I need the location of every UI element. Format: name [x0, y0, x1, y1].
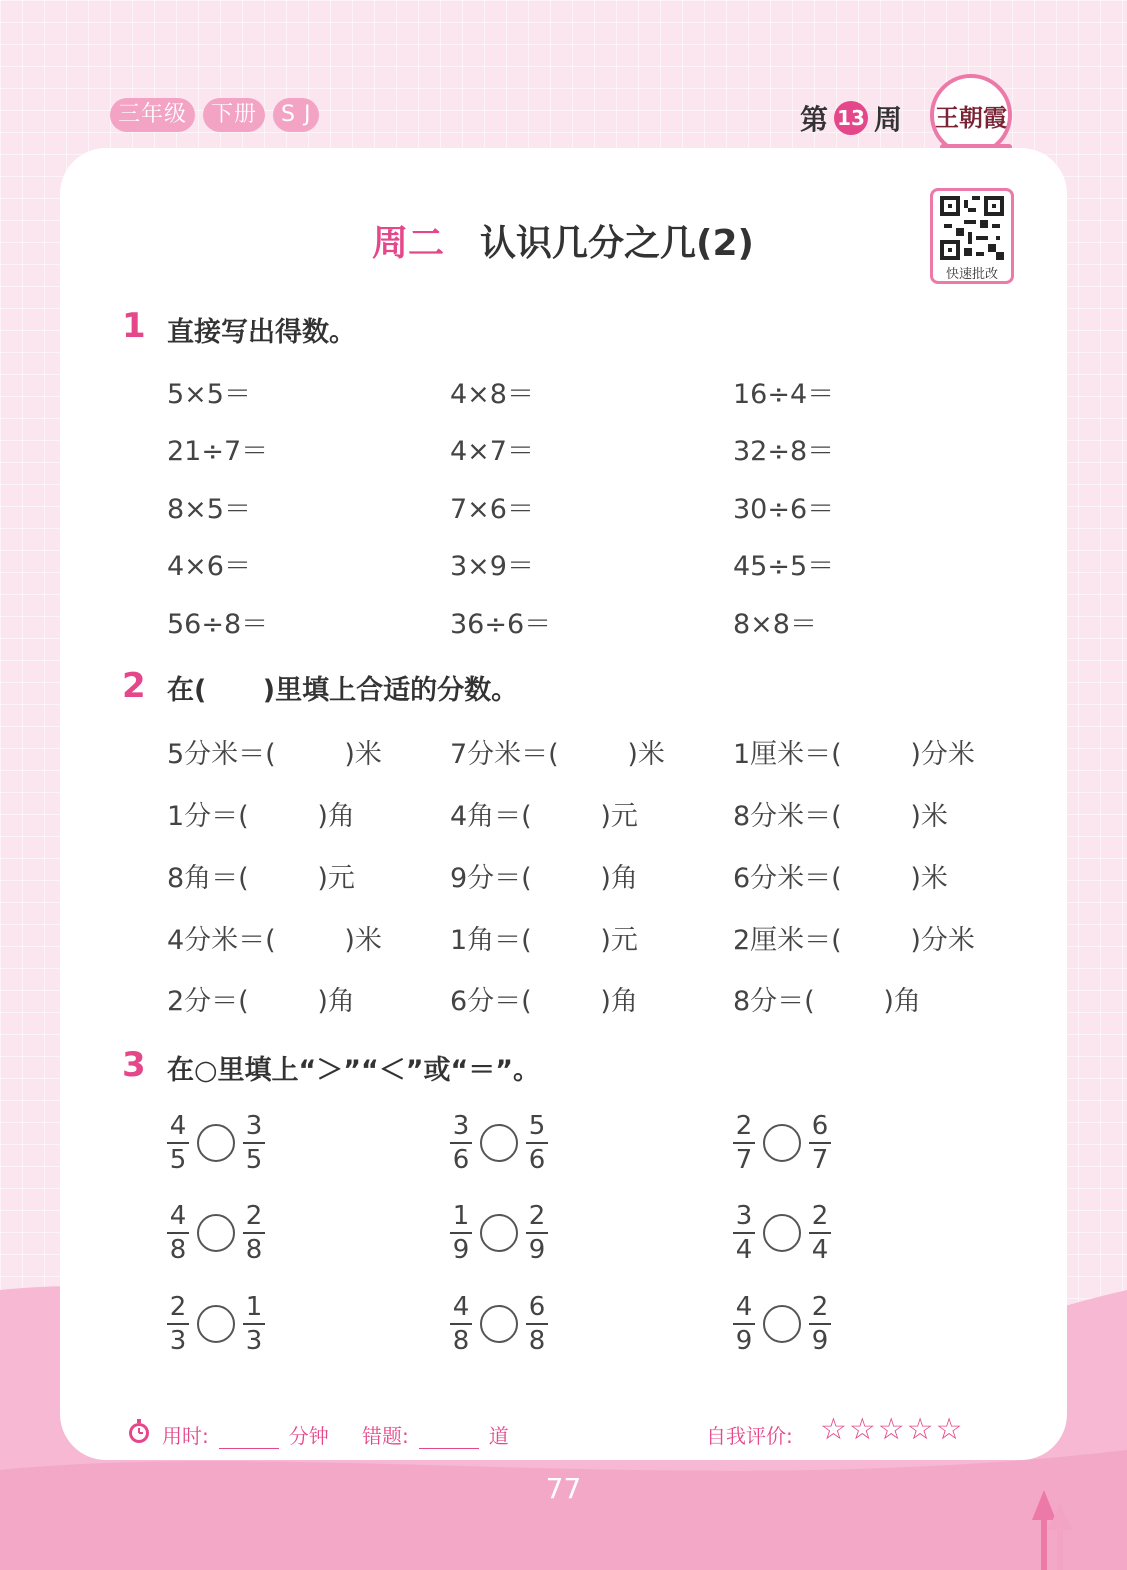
time-unit: 分钟	[288, 1424, 329, 1448]
fraction-right	[526, 1112, 548, 1174]
fraction-right	[243, 1202, 265, 1264]
fraction-bar	[526, 1323, 548, 1325]
fraction-numerator: 4	[452, 1292, 470, 1322]
fraction-left	[733, 1293, 755, 1355]
fraction-left	[450, 1202, 472, 1264]
time-label: 用时:	[162, 1424, 209, 1448]
fraction-numerator: 2	[811, 1201, 829, 1231]
fraction-denominator: 5	[245, 1145, 263, 1175]
unit-conversion-problem[interactable]: 5分米＝( )米	[167, 739, 382, 770]
errors-label: 错题:	[362, 1424, 409, 1448]
arrow-icon	[1030, 1490, 1074, 1570]
fraction-right	[526, 1202, 548, 1264]
fraction-numerator: 1	[452, 1201, 470, 1231]
fraction-denominator: 9	[452, 1235, 470, 1265]
unit-conversion-problem[interactable]: 8分米＝( )米	[733, 801, 948, 832]
unit-conversion-problem[interactable]: 6分米＝( )米	[733, 863, 948, 894]
time-blank[interactable]	[219, 1428, 279, 1449]
fraction-bar	[809, 1142, 831, 1144]
arithmetic-problem: 4×6＝	[167, 551, 251, 582]
errors-unit: 道	[488, 1424, 509, 1448]
fraction-left	[167, 1112, 189, 1174]
arithmetic-problem: 4×7＝	[450, 436, 534, 467]
fraction-numerator: 1	[245, 1292, 263, 1322]
fraction-denominator: 9	[735, 1326, 753, 1356]
qr-code-icon	[940, 196, 1004, 260]
fraction-numerator: 2	[735, 1111, 753, 1141]
fraction-left	[733, 1112, 755, 1174]
week-prefix: 第	[800, 103, 829, 136]
comparison-circle[interactable]	[480, 1305, 518, 1343]
comparison-circle[interactable]	[763, 1214, 801, 1252]
fraction-bar	[450, 1142, 472, 1144]
volume-tag: 下册	[203, 98, 265, 132]
fraction-numerator: 2	[169, 1292, 187, 1322]
fraction-left	[167, 1293, 189, 1355]
fraction-bar	[526, 1232, 548, 1234]
unit-conversion-problem[interactable]: 1厘米＝( )分米	[733, 739, 975, 770]
fraction-right	[526, 1293, 548, 1355]
fraction-right	[809, 1202, 831, 1264]
section-1-number: 1	[122, 306, 146, 346]
fraction-bar	[733, 1232, 755, 1234]
fraction-numerator: 2	[811, 1292, 829, 1322]
fraction-bar	[167, 1142, 189, 1144]
fraction-right	[809, 1112, 831, 1174]
qr-label: 快速批改	[945, 267, 998, 282]
arithmetic-problem: 30÷6＝	[733, 494, 835, 525]
fraction-numerator: 5	[528, 1111, 546, 1141]
arithmetic-problem: 8×8＝	[733, 609, 817, 640]
fraction-denominator: 4	[735, 1235, 753, 1265]
fraction-numerator: 3	[452, 1111, 470, 1141]
fraction-numerator: 2	[245, 1201, 263, 1231]
unit-conversion-problem[interactable]: 1角＝( )元	[450, 925, 638, 956]
fraction-bar	[167, 1323, 189, 1325]
comparison-circle[interactable]	[480, 1214, 518, 1252]
qr-code-box[interactable]	[930, 188, 1014, 284]
fraction-numerator: 3	[245, 1111, 263, 1141]
arithmetic-problem: 45÷5＝	[733, 551, 835, 582]
fraction-bar	[450, 1323, 472, 1325]
fraction-numerator: 2	[528, 1201, 546, 1231]
unit-conversion-problem[interactable]: 8角＝( )元	[167, 863, 355, 894]
unit-conversion-problem[interactable]: 6分＝( )角	[450, 986, 638, 1017]
fraction-denominator: 9	[528, 1235, 546, 1265]
title-day: 周二	[372, 223, 445, 264]
week-suffix: 周	[874, 103, 903, 136]
arithmetic-problem: 36÷6＝	[450, 609, 552, 640]
fraction-numerator: 4	[169, 1201, 187, 1231]
brand-logo-text: 王朝霞	[935, 102, 1007, 132]
unit-conversion-problem[interactable]: 2分＝( )角	[167, 986, 355, 1017]
fraction-denominator: 7	[811, 1145, 829, 1175]
section-2-number: 2	[122, 666, 146, 706]
self-eval-label: 自我评价:	[706, 1424, 793, 1448]
comparison-circle[interactable]	[763, 1124, 801, 1162]
fraction-denominator: 8	[245, 1235, 263, 1265]
unit-conversion-problem[interactable]: 7分米＝( )米	[450, 739, 665, 770]
fraction-bar	[243, 1142, 265, 1144]
fraction-left	[450, 1293, 472, 1355]
unit-conversion-problem[interactable]: 1分＝( )角	[167, 801, 355, 832]
fraction-right	[809, 1293, 831, 1355]
fraction-bar	[450, 1232, 472, 1234]
fraction-left	[733, 1202, 755, 1264]
section-2-title: 在( )里填上合适的分数。	[167, 675, 519, 706]
arithmetic-problem: 56÷8＝	[167, 609, 269, 640]
fraction-bar	[167, 1232, 189, 1234]
fraction-denominator: 3	[169, 1326, 187, 1356]
fraction-bar	[243, 1232, 265, 1234]
fraction-left	[167, 1202, 189, 1264]
fraction-denominator: 6	[528, 1145, 546, 1175]
edition-tag: S J	[273, 98, 319, 132]
fraction-bar	[733, 1323, 755, 1325]
fraction-bar	[809, 1323, 831, 1325]
fraction-bar	[809, 1232, 831, 1234]
fraction-bar	[526, 1142, 548, 1144]
unit-conversion-problem[interactable]: 2厘米＝( )分米	[733, 925, 975, 956]
arithmetic-problem: 4×8＝	[450, 379, 534, 410]
title-topic: 认识几分之几(2)	[480, 223, 754, 264]
time-spent-field	[162, 1420, 329, 1449]
section-3-title: 在○里填上“＞”“＜”或“＝”。	[167, 1055, 541, 1086]
grade-tag: 三年级	[110, 98, 195, 132]
unit-conversion-problem[interactable]: 4角＝( )元	[450, 801, 638, 832]
fraction-denominator: 8	[169, 1235, 187, 1265]
fraction-denominator: 9	[811, 1326, 829, 1356]
stopwatch-icon	[126, 1418, 152, 1444]
unit-conversion-problem[interactable]: 9分＝( )角	[450, 863, 638, 894]
fraction-bar	[243, 1323, 265, 1325]
week-number: 13	[834, 101, 868, 135]
fraction-right	[243, 1112, 265, 1174]
fraction-denominator: 6	[452, 1145, 470, 1175]
comparison-circle[interactable]	[197, 1305, 235, 1343]
section-3-number: 3	[122, 1045, 146, 1085]
arithmetic-problem: 21÷7＝	[167, 436, 269, 467]
arithmetic-problem: 5×5＝	[167, 379, 251, 410]
fraction-numerator: 3	[735, 1201, 753, 1231]
page-number: 77	[545, 1472, 582, 1505]
fraction-denominator: 8	[528, 1326, 546, 1356]
errors-blank[interactable]	[419, 1428, 479, 1449]
errors-field	[362, 1420, 509, 1449]
fraction-numerator: 6	[811, 1111, 829, 1141]
fraction-numerator: 6	[528, 1292, 546, 1322]
fraction-left	[450, 1112, 472, 1174]
arithmetic-problem: 32÷8＝	[733, 436, 835, 467]
week-indicator	[800, 98, 902, 138]
fraction-bar	[733, 1142, 755, 1144]
unit-conversion-problem[interactable]: 8分＝( )角	[733, 986, 921, 1017]
fraction-denominator: 4	[811, 1235, 829, 1265]
fraction-denominator: 8	[452, 1326, 470, 1356]
grade-tags	[110, 98, 319, 132]
self-eval-stars[interactable]: ☆☆☆☆☆	[820, 1412, 965, 1447]
fraction-denominator: 3	[245, 1326, 263, 1356]
comparison-circle[interactable]	[197, 1124, 235, 1162]
arithmetic-problem: 3×9＝	[450, 551, 534, 582]
fraction-numerator: 4	[735, 1292, 753, 1322]
comparison-circle[interactable]	[197, 1214, 235, 1252]
arithmetic-problem: 7×6＝	[450, 494, 534, 525]
unit-conversion-problem[interactable]: 4分米＝( )米	[167, 925, 382, 956]
fraction-denominator: 5	[169, 1145, 187, 1175]
fraction-right	[243, 1293, 265, 1355]
page-title	[372, 215, 754, 266]
arithmetic-problem: 16÷4＝	[733, 379, 835, 410]
comparison-circle[interactable]	[480, 1124, 518, 1162]
section-1-title: 直接写出得数。	[167, 317, 356, 348]
fraction-denominator: 7	[735, 1145, 753, 1175]
comparison-circle[interactable]	[763, 1305, 801, 1343]
arithmetic-problem: 8×5＝	[167, 494, 251, 525]
fraction-numerator: 4	[169, 1111, 187, 1141]
